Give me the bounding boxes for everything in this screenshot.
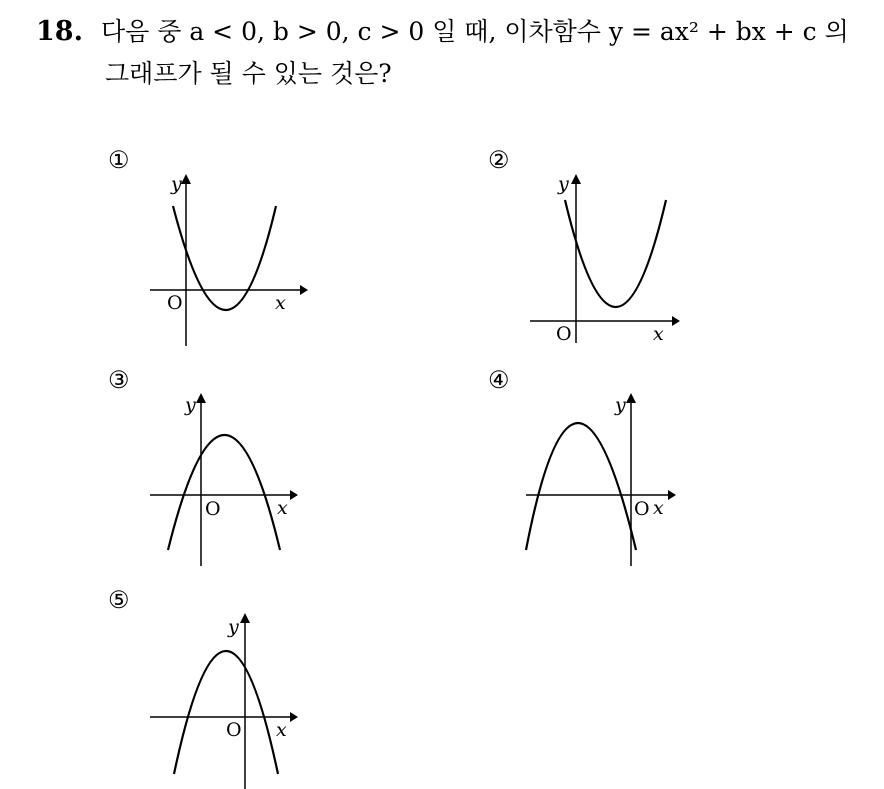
origin-label: O bbox=[634, 498, 650, 520]
choice-2-label[interactable]: ② bbox=[488, 146, 510, 174]
x-axis-arrow bbox=[290, 712, 298, 722]
y-axis-arrow bbox=[196, 393, 206, 403]
x-axis-label: x bbox=[653, 323, 664, 345]
choice-5-graph bbox=[140, 608, 310, 789]
choice-5-label[interactable]: ⑤ bbox=[108, 586, 130, 614]
parabola bbox=[174, 651, 278, 774]
y-axis-arrow bbox=[626, 393, 636, 403]
choice-2-graph bbox=[520, 168, 690, 348]
y-axis-label: y bbox=[615, 394, 626, 416]
origin-label: O bbox=[226, 719, 242, 741]
x-axis-label: x bbox=[275, 292, 286, 314]
parabola bbox=[168, 435, 280, 550]
origin-label: O bbox=[167, 292, 183, 314]
x-axis-label: x bbox=[277, 497, 288, 519]
parabola bbox=[565, 200, 666, 307]
y-axis-arrow bbox=[181, 174, 191, 184]
choice-4-graph bbox=[520, 388, 690, 573]
question-line-1 bbox=[36, 12, 849, 48]
y-axis-label: y bbox=[171, 173, 182, 195]
choice-4-label[interactable]: ④ bbox=[488, 366, 510, 394]
x-axis-arrow bbox=[672, 316, 680, 326]
origin-label: O bbox=[556, 323, 572, 345]
y-axis-arrow bbox=[240, 613, 250, 623]
question-number: 18. bbox=[36, 16, 83, 47]
parabola bbox=[526, 423, 636, 550]
x-axis-arrow bbox=[290, 490, 298, 500]
choice-3-graph bbox=[140, 388, 310, 573]
choice-1-graph bbox=[140, 168, 310, 358]
question-line-2: 그래프가 될 수 있는 것은? bbox=[105, 59, 392, 88]
y-axis-label: y bbox=[185, 394, 196, 416]
x-axis-label: x bbox=[276, 719, 287, 741]
x-axis-label: x bbox=[653, 497, 664, 519]
x-axis-arrow bbox=[668, 490, 676, 500]
y-axis-label: y bbox=[228, 616, 239, 638]
parabola bbox=[173, 206, 276, 310]
question-text-1: 다음 중 a < 0, b > 0, c > 0 일 때, 이차함수 y = ax² + bx + c 의 bbox=[100, 17, 849, 46]
choice-1-label[interactable]: ① bbox=[108, 146, 130, 174]
y-axis-arrow bbox=[571, 174, 581, 184]
y-axis-label: y bbox=[558, 173, 569, 195]
choice-3-label[interactable]: ③ bbox=[108, 366, 130, 394]
x-axis-arrow bbox=[300, 285, 308, 295]
origin-label: O bbox=[205, 498, 221, 520]
